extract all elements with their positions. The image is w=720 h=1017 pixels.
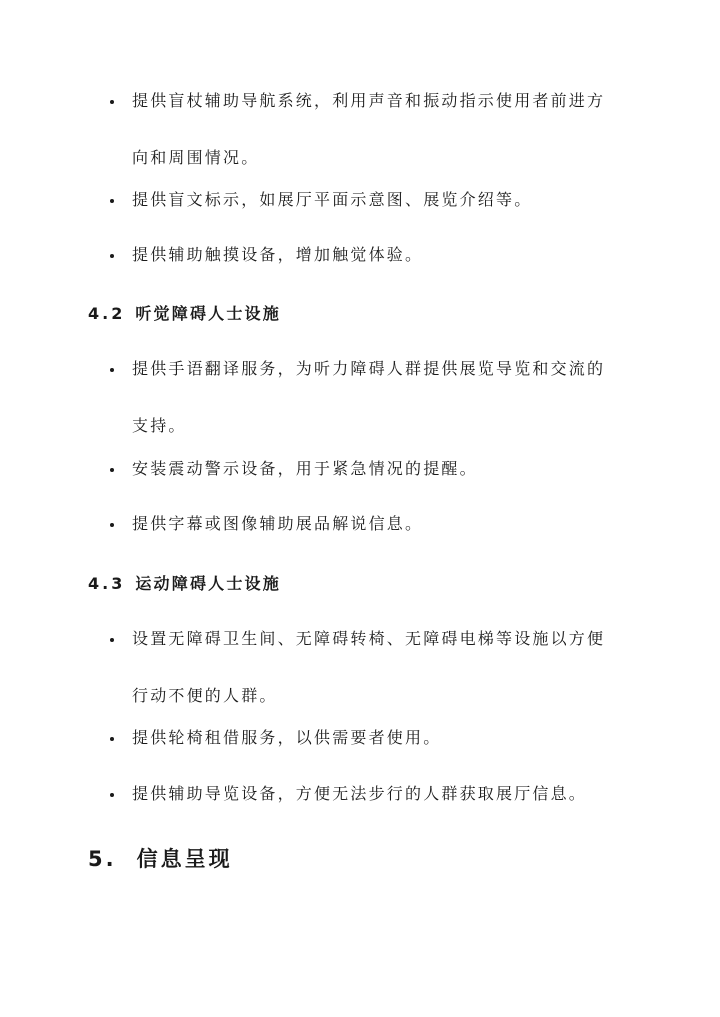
list-item-line: 支持。 [132,416,187,435]
list-item-line: 行动不便的人群。 [132,686,278,705]
bullet-icon [110,737,114,741]
section-number: 5. [88,847,117,871]
bullet-icon [110,100,114,104]
section-title: 听觉障碍人士设施 [135,304,281,323]
list-item-line: 向和周围情况。 [132,148,260,167]
list-item-line: 安装震动警示设备，用于紧急情况的提醒。 [132,459,478,478]
list-item-line: 提供盲杖辅助导航系统，利用声音和振动指示使用者前进方 [132,91,606,110]
list-item-line: 提供辅助触摸设备，增加触觉体验。 [132,245,424,264]
section-title: 信息呈现 [136,847,233,871]
section-heading-4-2 [88,301,281,324]
section-title: 运动障碍人士设施 [135,574,281,593]
section-number: 4.2 [88,304,126,323]
bullet-icon [110,523,114,527]
bullet-icon [110,468,114,472]
section-heading-4-3 [88,571,281,594]
bullet-icon [110,368,114,372]
bullet-icon [110,199,114,203]
list-item-line: 提供字幕或图像辅助展品解说信息。 [132,514,424,533]
list-item-line: 提供轮椅租借服务，以供需要者使用。 [132,728,442,747]
bullet-icon [110,638,114,642]
list-item-line: 设置无障碍卫生间、无障碍转椅、无障碍电梯等设施以方便 [132,629,606,648]
section-heading-5 [88,843,233,873]
bullet-icon [110,793,114,797]
bullet-icon [110,254,114,258]
list-item-line: 提供辅助导览设备，方便无法步行的人群获取展厅信息。 [132,784,588,803]
list-item-line: 提供手语翻译服务，为听力障碍人群提供展览导览和交流的 [132,359,606,378]
section-number: 4.3 [88,574,126,593]
list-item-line: 提供盲文标示，如展厅平面示意图、展览介绍等。 [132,190,533,209]
